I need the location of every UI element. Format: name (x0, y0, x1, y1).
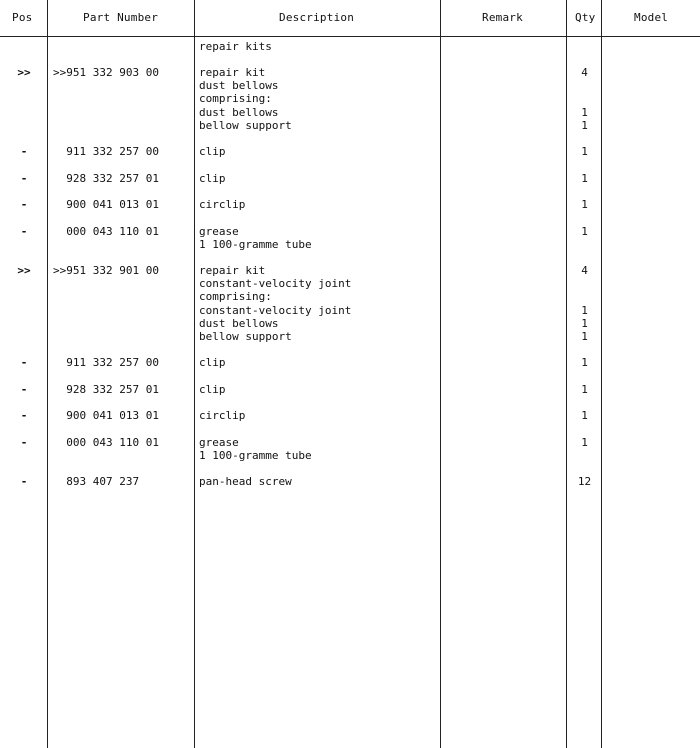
quantity (567, 409, 602, 422)
description-line: clip (199, 172, 226, 185)
description-line: repair kit (199, 264, 266, 277)
quantity-line: 1 (581, 329, 588, 343)
quantity-line (567, 290, 602, 303)
description (199, 198, 245, 211)
quantity-line (567, 449, 602, 462)
part-number: 000 043 110 01 (53, 436, 159, 449)
description-line: circlip (199, 409, 246, 422)
position-marker: - (20, 409, 28, 422)
header-qty: Qty (575, 11, 596, 24)
quantity-line: 1 (581, 118, 588, 132)
description (199, 383, 226, 396)
quantity-line: 1 (581, 356, 588, 369)
quantity-line (567, 238, 602, 251)
description-line: dust bellows (199, 316, 279, 330)
description-line: pan-head screw (199, 475, 292, 488)
position-marker: - (20, 225, 28, 238)
description (199, 409, 245, 422)
quantity-line (567, 277, 602, 290)
description-line: clip (199, 145, 226, 158)
quantity (567, 264, 602, 343)
quantity-line: 1 (581, 198, 588, 211)
column-divider (47, 0, 48, 748)
quantity-line: 4 (581, 66, 588, 79)
part-number: 900 041 013 01 (53, 409, 159, 422)
description-line: 1 100-gramme tube (199, 238, 312, 252)
description-line: circlip (199, 198, 246, 211)
part-number: 928 332 257 01 (53, 172, 159, 185)
quantity (567, 436, 602, 462)
description-line: constant-velocity joint (199, 277, 352, 291)
description-line: 1 100-gramme tube (199, 449, 312, 463)
quantity-line: 1 (581, 172, 588, 185)
description (199, 436, 312, 462)
quantity (567, 356, 602, 369)
header-part-number: Part Number (83, 11, 159, 24)
quantity (567, 40, 602, 53)
description-line: clip (199, 356, 226, 369)
description (199, 264, 351, 343)
description-line: bellow support (199, 329, 292, 343)
quantity-line: 1 (581, 383, 588, 396)
position-marker: - (20, 436, 28, 449)
description-line: clip (199, 383, 226, 396)
description (199, 475, 292, 488)
description-line: dust bellows (199, 105, 279, 119)
part-number: 000 043 110 01 (53, 225, 159, 238)
part-number: 911 332 257 00 (53, 145, 159, 158)
position-marker: - (20, 198, 28, 211)
position-marker: - (20, 172, 28, 185)
description-line: grease (199, 225, 239, 238)
header-pos: Pos (12, 11, 33, 24)
header-remark: Remark (482, 11, 523, 24)
part-number: 911 332 257 00 (53, 356, 159, 369)
position-marker: - (20, 145, 28, 158)
header-description: Description (279, 11, 355, 24)
position-marker: - (20, 383, 28, 396)
quantity-line: 1 (581, 316, 588, 330)
quantity (567, 383, 602, 396)
description (199, 40, 272, 53)
part-number: 928 332 257 01 (53, 383, 159, 396)
header-model: Model (634, 11, 669, 24)
quantity (567, 198, 602, 211)
description-line: repair kits (199, 40, 272, 53)
description (199, 145, 226, 158)
part-number: >>951 332 903 00 (53, 66, 159, 79)
position-marker: - (20, 356, 28, 369)
description (199, 356, 226, 369)
description-line: dust bellows (199, 79, 279, 93)
description-line: comprising: (199, 290, 272, 304)
part-number: 893 407 237 (53, 475, 140, 488)
quantity (567, 475, 602, 488)
quantity-line: 1 (581, 436, 588, 449)
quantity-line: 1 (581, 145, 588, 158)
quantity-line: 12 (577, 475, 592, 488)
description (199, 66, 292, 132)
quantity-line: 1 (581, 409, 588, 422)
part-number: 900 041 013 01 (53, 198, 159, 211)
quantity-line (567, 79, 602, 92)
position-marker: >> (17, 66, 31, 79)
description (199, 172, 226, 185)
quantity-line (567, 40, 602, 53)
description-line: comprising: (199, 92, 272, 106)
position-marker: - (20, 475, 28, 488)
description (199, 225, 312, 251)
quantity-line: 1 (581, 105, 588, 119)
description-line: grease (199, 436, 239, 449)
description-line: repair kit (199, 66, 266, 79)
part-number: >>951 332 901 00 (53, 264, 159, 277)
quantity (567, 225, 602, 251)
position-marker: >> (17, 264, 31, 277)
quantity-line: 1 (581, 303, 588, 317)
column-divider (440, 0, 441, 748)
quantity (567, 145, 602, 158)
quantity-line: 4 (581, 264, 588, 277)
column-divider (194, 0, 195, 748)
quantity-line: 1 (581, 225, 588, 238)
quantity-line (567, 92, 602, 105)
header-divider (0, 36, 700, 37)
description-line: constant-velocity joint (199, 303, 352, 317)
quantity (567, 66, 602, 132)
quantity (567, 172, 602, 185)
description-line: bellow support (199, 118, 292, 132)
